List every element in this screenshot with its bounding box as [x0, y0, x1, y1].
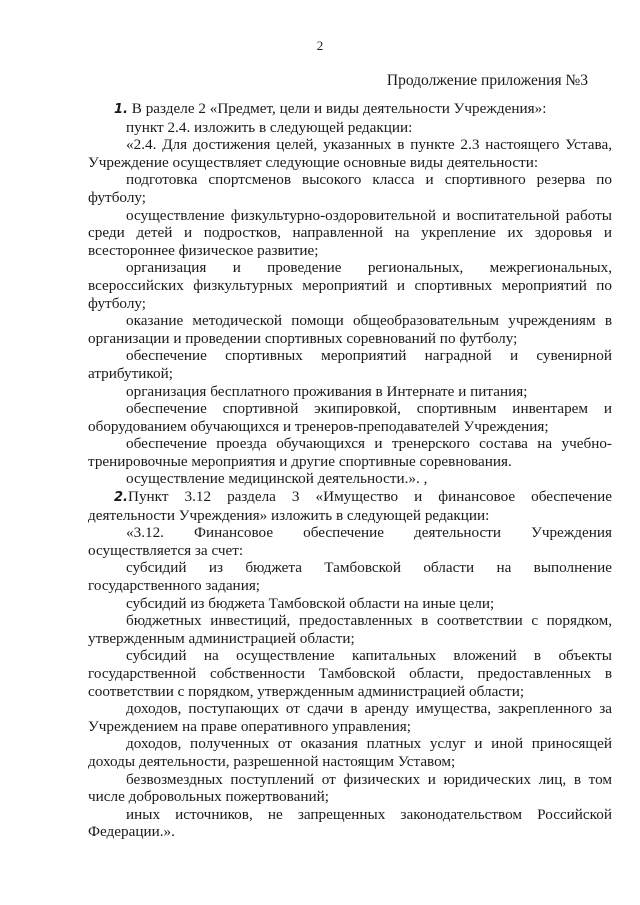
section-1-sub: пункт 2.4. изложить в следующей редакции:: [126, 118, 413, 136]
list-item: обеспечение спортивных мероприятий наградной и сувенирной атрибутикой;: [88, 347, 612, 382]
list-item: безвозмездных поступлений от физических и юридических лиц, в том числе добровольных пожертвований;: [88, 770, 612, 806]
list-item: бюджетных инвестиций, предоставленных в соответствии с порядком, утвержденным администрацией области;: [88, 612, 612, 647]
section-1-quote-start: «2.4. Для достижения целей, указанных в пункте 2.3 настоящего Устава, Учреждение осуществляет следующие основные виды деятельности:: [88, 136, 612, 171]
list-item: осуществление физкультурно-оздоровительной и воспитательной работы среди детей и подростков, направленной на укрепление их здоровья и всестороннее физическое развитие;: [88, 206, 612, 259]
list-item: доходов, поступающих от сдачи в аренду имущества, закрепленного за Учреждением на праве оперативного управления;: [88, 700, 612, 735]
list-item: обеспечение спортивной экипировкой, спортивным инвентарем и оборудованием обучающихся и тренеров-преподавателей Учреждения;: [88, 400, 612, 435]
section-2-quote-start: «3.12. Финансовое обеспечение деятельности Учреждения осуществляется за счет:: [88, 524, 612, 559]
appendix-header: Продолжение приложения №3: [386, 72, 588, 89]
list-item: организация бесплатного проживания в Интернате и питания;: [126, 382, 528, 400]
section-2-intro-text: Пункт 3.12 раздела 3 «Имущество и финансовое обеспечение деятельности Учреждения» изложить в следующей редакции:: [88, 488, 612, 524]
list-item: иных источников, не запрещенных законодательством Российской Федерации.».: [88, 805, 612, 841]
list-item: подготовка спортсменов высокого класса и спортивного резерва по футболу;: [88, 171, 612, 206]
list-item: организация и проведение региональных, межрегиональных, всероссийских физкультурных мероприятий и спортивных мероприятий по футболу;: [88, 259, 612, 312]
list-item: осуществление медицинской деятельности.». ,: [126, 470, 428, 488]
list-item: обеспечение проезда обучающихся и тренерского состава на учебно-тренировочные мероприятия и другие спортивные соревнования.: [88, 435, 612, 470]
document-body: [88, 100, 612, 841]
list-item: оказание методической помощи общеобразовательным учреждениям в организации и проведении спортивных соревнований по футболу;: [88, 312, 612, 347]
section-1-intro-text: В разделе 2 «Предмет, цели и виды деятельности Учреждения»:: [127, 100, 547, 117]
list-item: субсидий из бюджета Тамбовской области на иные цели;: [126, 594, 495, 612]
handwritten-number-1: 1.: [114, 102, 128, 117]
section-2-intro: [88, 488, 612, 524]
list-item: субсидий на осуществление капитальных вложений в объекты государственной собственности Тамбовской области, предоставленных в соответствии с порядком, утвержденным администрацией области;: [88, 647, 612, 700]
section-1-intro: [88, 100, 612, 119]
page-number: 2: [316, 38, 324, 53]
handwritten-number-2: 2.: [114, 490, 128, 506]
list-item: субсидий из бюджета Тамбовской области на выполнение государственного задания;: [88, 559, 612, 595]
list-item: доходов, полученных от оказания платных услуг и иной приносящей доходы деятельности, разрешенной настоящим Уставом;: [88, 735, 612, 770]
